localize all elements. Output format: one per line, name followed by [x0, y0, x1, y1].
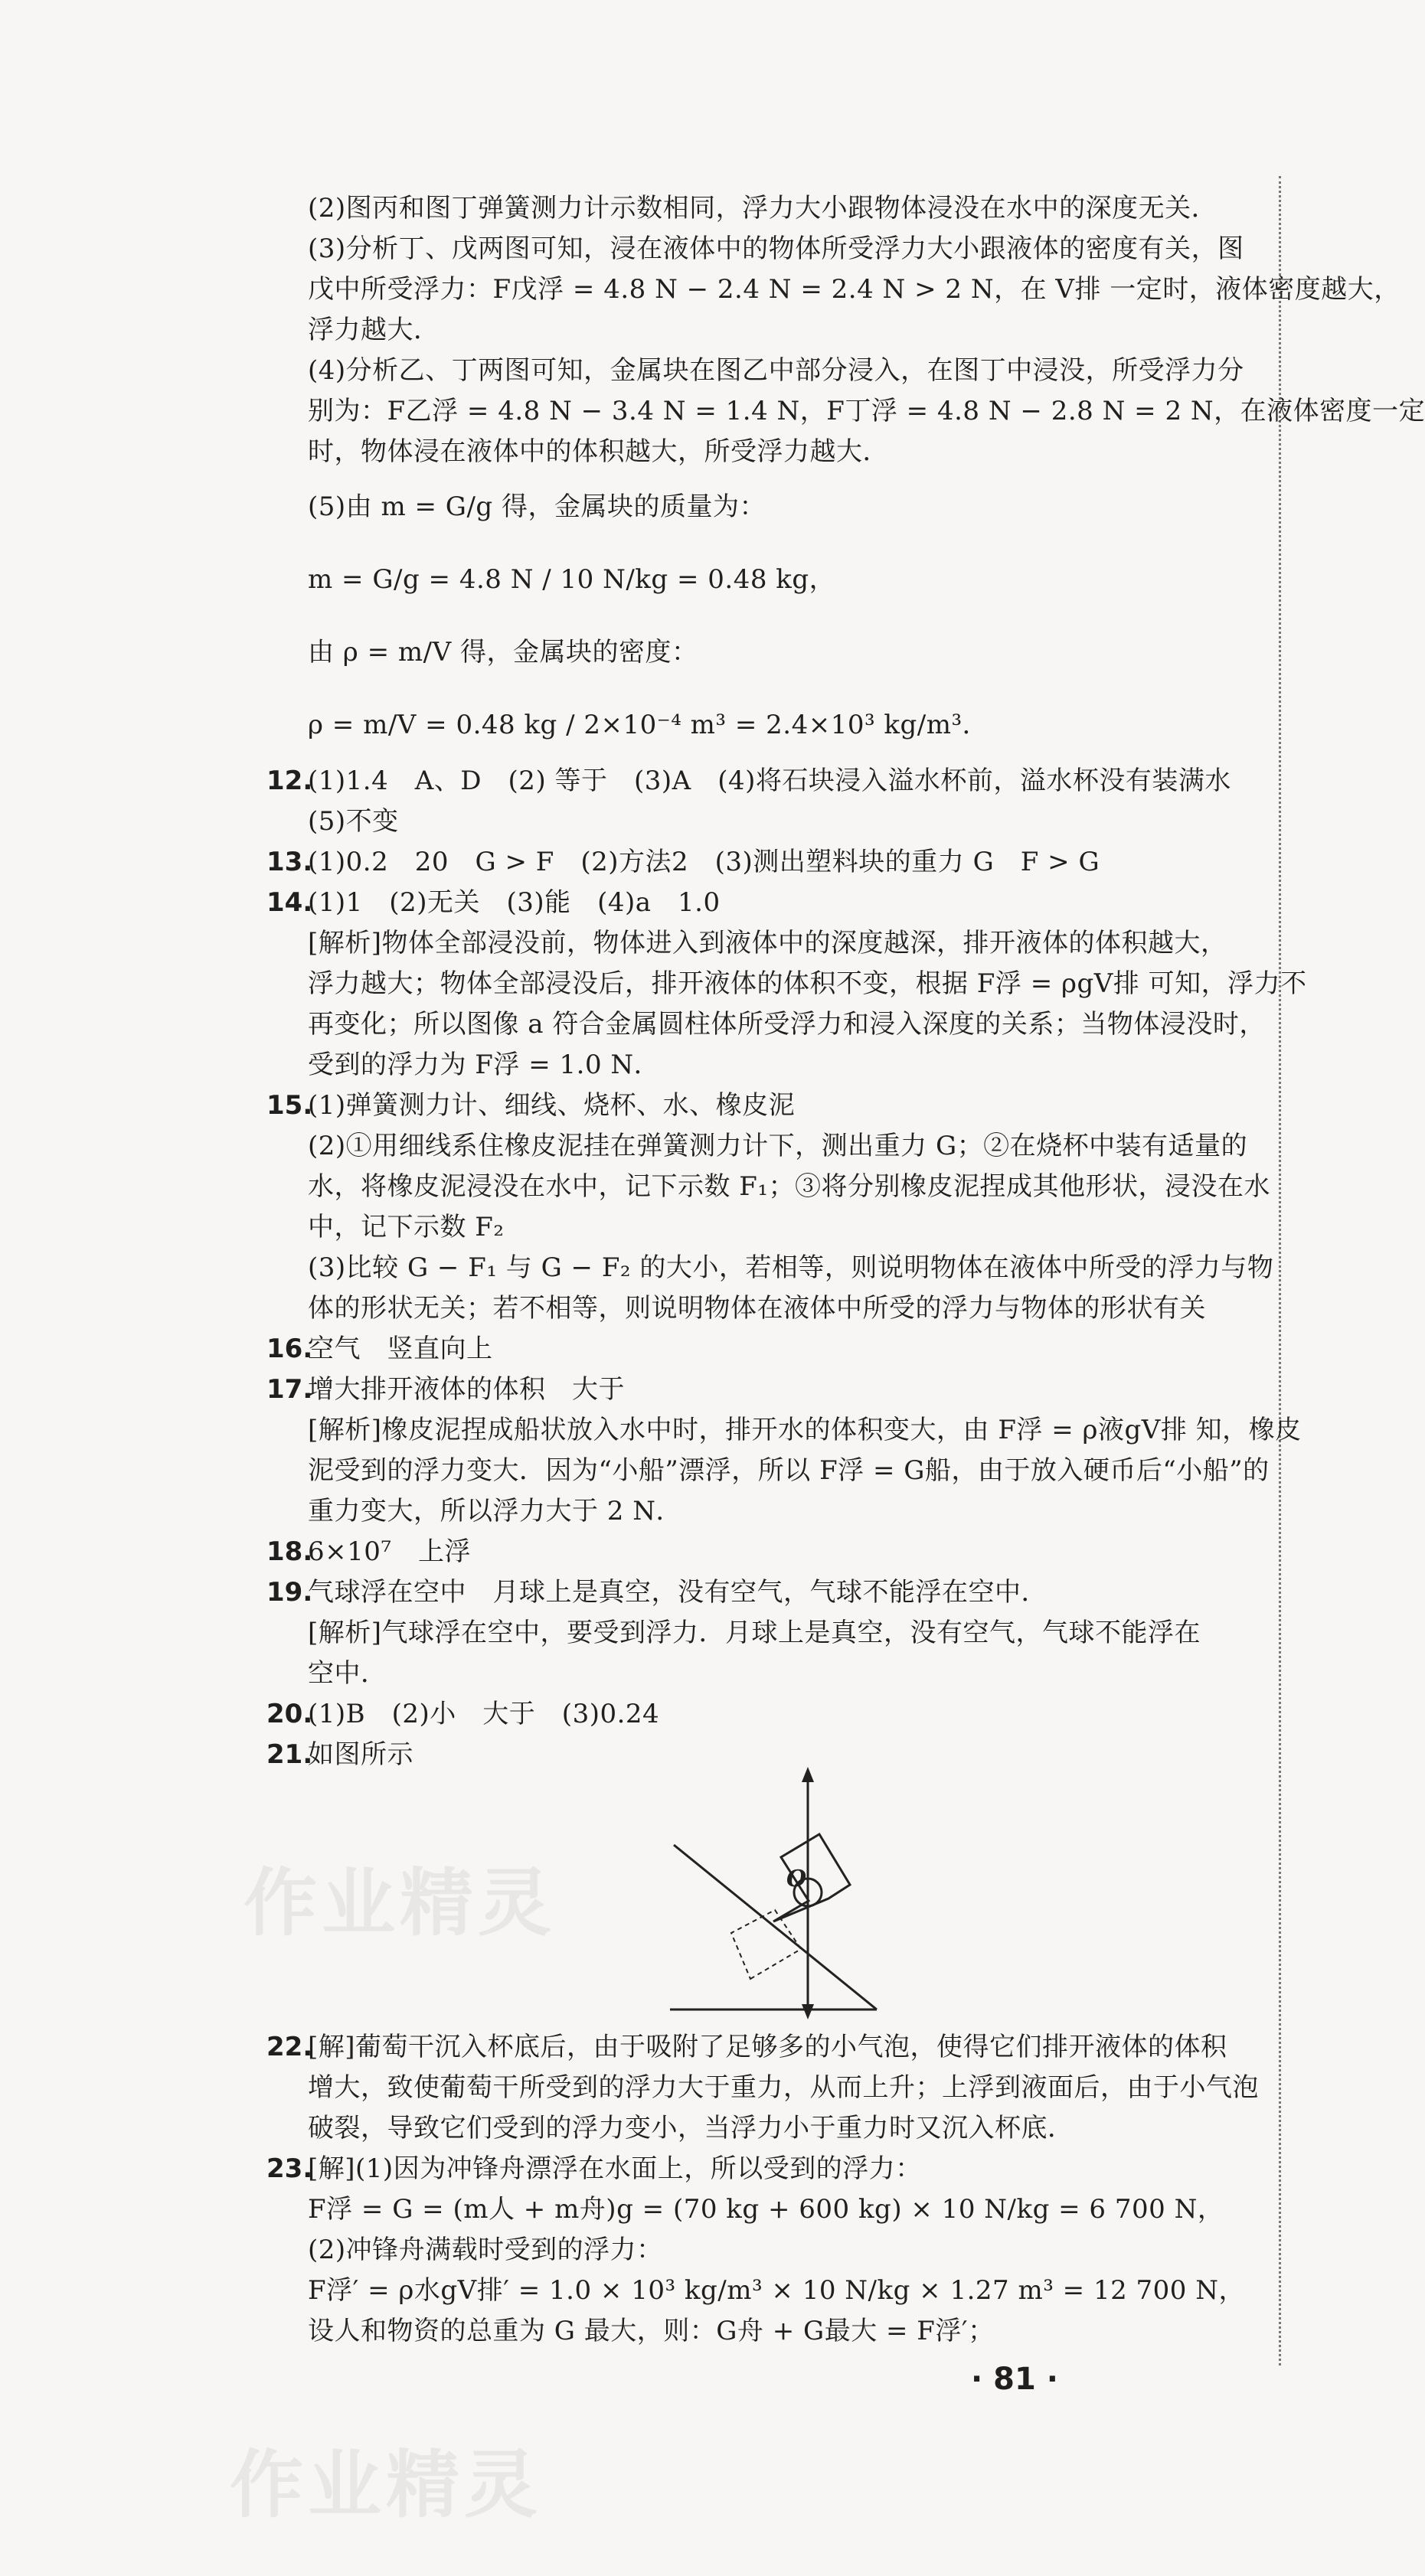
- answer-line: (1)弹簧测力计、细线、烧杯、水、橡皮泥: [308, 1090, 796, 1121]
- analysis-line: [解析]物体全部浸没前，物体进入到液体中的深度越深，排开液体的体积越大，: [308, 928, 1227, 958]
- answer-line: (2)①用细线系住橡皮泥挂在弹簧测力计下，测出重力 G；②在烧杯中装有适量的: [308, 1131, 1248, 1161]
- answer-line: 时，物体浸在液体中的体积越大，所受浮力越大．: [308, 436, 889, 467]
- analysis-line: [解析]气球浮在空中，要受到浮力．月球上是真空，没有空气，气球不能浮在: [308, 1618, 1201, 1648]
- solution-line: F浮 = G = (m人 + m舟)g = (70 kg + 600 kg) × 10 N/kg = 6 700 N，: [308, 2194, 1224, 2225]
- answer-line: 中，记下示数 F₂: [308, 1212, 505, 1242]
- watermark-bottom: 作业精灵: [230, 2442, 542, 2528]
- answer-line: (3)比较 G − F₁ 与 G − F₂ 的大小，若相等，则说明物体在液体中所受的浮力与物: [308, 1252, 1274, 1283]
- page-number: · 81 ·: [971, 2362, 1058, 2397]
- question-number: 19.: [266, 1577, 313, 1608]
- analysis-line: 重力变大，所以浮力大于 2 N．: [308, 1496, 682, 1526]
- answer-line: (1)1.4 A、D (2) 等于 (3)A (4)将石块浸入溢水杯前，溢水杯没有装满水: [308, 766, 1231, 796]
- answer-line: 气球浮在空中 月球上是真空，没有空气，气球不能浮在空中．: [308, 1577, 1048, 1608]
- answer-line: 增大排开液体的体积 大于: [308, 1374, 625, 1405]
- answer-line: 戊中所受浮力：F戊浮 = 4.8 N − 2.4 N = 2.4 N > 2 N，在 V排 一定时，液体密度越大，: [308, 274, 1400, 305]
- dotted-binding-edge: [1279, 176, 1283, 2365]
- question-number: 13.: [266, 847, 313, 877]
- answer-line: 空气 竖直向上: [308, 1334, 493, 1364]
- formula-line: m = G/g = 4.8 N / 10 N/kg = 0.48 kg，: [308, 564, 836, 595]
- analysis-line: 泥受到的浮力变大．因为“小船”漂浮，所以 F浮 = G船，由于放入硬币后“小船”的: [308, 1455, 1270, 1486]
- solution-line: [解]葡萄干沉入杯底后，由于吸附了足够多的小气泡，使得它们排开液体的体积: [308, 2032, 1227, 2062]
- answer-line: 浮力越大．: [308, 315, 440, 345]
- question-number: 17.: [266, 1374, 313, 1405]
- question-number: 20.: [266, 1699, 313, 1729]
- question-number: 21.: [266, 1739, 313, 1770]
- answer-line: (5)不变: [308, 806, 399, 837]
- question-number: 23.: [266, 2153, 313, 2184]
- solution-line: F浮′ = ρ水gV排′ = 1.0 × 10³ kg/m³ × 10 N/kg × 1.27 m³ = 12 700 N，: [308, 2275, 1245, 2306]
- analysis-line: 再变化；所以图像 a 符合金属圆柱体所受浮力和浸入深度的关系；当物体浸没时，: [308, 1009, 1266, 1040]
- buoyancy-force-figure: [659, 1761, 934, 2021]
- formula-line: (5)由 m = G/g 得，金属块的质量为：: [308, 491, 766, 522]
- analysis-line: [解析]橡皮泥捏成船状放入水中时，排开水的体积变大，由 F浮 = ρ液gV排 知，橡皮: [308, 1415, 1302, 1445]
- question-number: 14.: [266, 887, 313, 918]
- answer-line: 体的形状无关；若不相等，则说明物体在液体中所受的浮力与物体的形状有关: [308, 1293, 1206, 1324]
- question-number: 16.: [266, 1334, 313, 1364]
- solution-line: 破裂，导致它们受到的浮力变小，当浮力小于重力时又沉入杯底．: [308, 2113, 1074, 2143]
- analysis-line: 空中．: [308, 1658, 387, 1689]
- answer-line: (1)B (2)小 大于 (3)0.24: [308, 1699, 660, 1729]
- solution-line: [解](1)因为冲锋舟漂浮在水面上，所以受到的浮力：: [308, 2153, 922, 2184]
- answer-line: (4)分析乙、丁两图可知，金属块在图乙中部分浸入，在图丁中浸没，所受浮力分: [308, 355, 1244, 386]
- analysis-line: 浮力越大；物体全部浸没后，排开液体的体积不变，根据 F浮 = ρgV排 可知，浮力不: [308, 968, 1307, 999]
- solution-line: (2)冲锋舟满载时受到的浮力：: [308, 2235, 663, 2265]
- question-number: 22.: [266, 2032, 313, 2062]
- question-number: 18.: [266, 1536, 313, 1567]
- solution-line: 增大，致使葡萄干所受到的浮力大于重力，从而上升；上浮到液面后，由于小气泡: [308, 2072, 1259, 2103]
- arrow-head-down: [802, 2004, 814, 2019]
- answer-line: (1)0.2 20 G > F (2)方法2 (3)测出塑料块的重力 G F > G: [308, 847, 1100, 877]
- formula-line: 由 ρ = m/V 得，金属块的密度：: [308, 637, 698, 668]
- arrow-head-up: [802, 1767, 814, 1782]
- formula-line: ρ = m/V = 0.48 kg / 2×10⁻⁴ m³ = 2.4×10³ kg/m³．: [308, 710, 989, 740]
- beaker: [773, 1834, 850, 1921]
- label-o: O: [786, 1866, 807, 1892]
- question-number: 12.: [266, 766, 313, 796]
- question-number: 15.: [266, 1090, 313, 1121]
- answer-line: 如图所示: [308, 1739, 413, 1770]
- answer-line: 水，将橡皮泥浸没在水中，记下示数 F₁；③将分别橡皮泥捏成其他形状，浸没在水: [308, 1171, 1271, 1202]
- answer-line: (3)分析丁、戊两图可知，浸在液体中的物体所受浮力大小跟液体的密度有关，图: [308, 233, 1244, 264]
- answer-line: 6×10⁷ 上浮: [308, 1536, 472, 1567]
- answer-line: 别为：F乙浮 = 4.8 N − 3.4 N = 1.4 N，F丁浮 = 4.8 N − 2.8 N = 2 N，在液体密度一定: [308, 396, 1425, 426]
- watermark-top: 作业精灵: [243, 1860, 556, 1946]
- solution-line: 设人和物资的总重为 G 最大，则：G舟 + G最大 = F浮′；: [308, 2316, 995, 2346]
- incline-plane: [670, 1845, 877, 2010]
- answer-line: (1)1 (2)无关 (3)能 (4)a 1.0: [308, 887, 721, 918]
- analysis-line: 受到的浮力为 F浮 = 1.0 N．: [308, 1050, 661, 1080]
- answer-line: (2)图丙和图丁弹簧测力计示数相同，浮力大小跟物体浸没在水中的深度无关．: [308, 193, 1218, 224]
